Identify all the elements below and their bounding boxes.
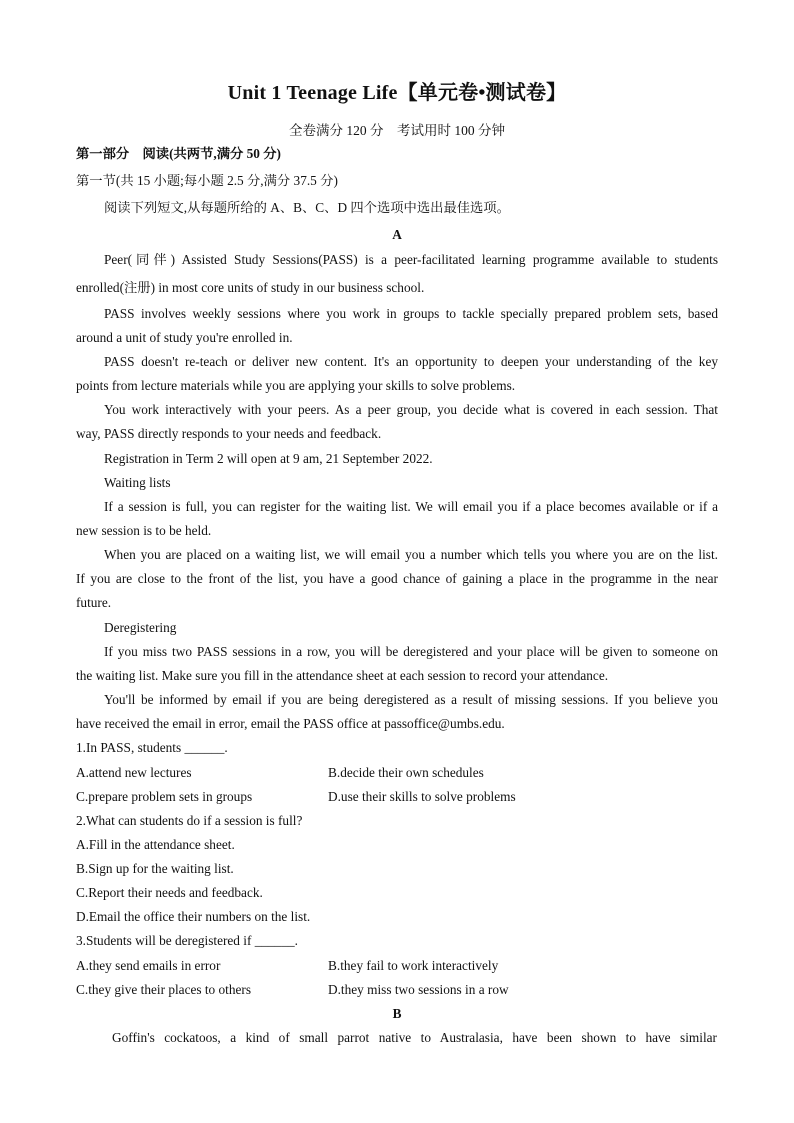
option-c: C.Report their needs and feedback. xyxy=(76,885,263,900)
option-b: B.decide their own schedules xyxy=(328,765,484,780)
passage-a-line: When you are placed on a waiting list, we will email you a number which tells you where you are on the list. xyxy=(104,547,718,562)
passage-a-line: If a session is full, you can register for the waiting list. We will email you if a place becomes available or if a xyxy=(104,499,718,514)
passage-a-line: You work interactively with your peers. As a peer group, you decide what is covered in each session. That xyxy=(104,402,718,417)
exam-info: 全卷满分 120 分 考试用时 100 分钟 xyxy=(289,123,505,138)
option-a: A.attend new lectures xyxy=(76,765,192,780)
option-d: D.Email the office their numbers on the list. xyxy=(76,909,311,924)
passage-a-line: future. xyxy=(76,595,112,610)
option-b: B.Sign up for the waiting list. xyxy=(76,861,234,876)
passage-a-line: points from lecture materials while you are applying your skills to solve problems. xyxy=(76,378,516,393)
question-stem: 2.What can students do if a session is full? xyxy=(76,813,303,828)
passage-a-line: enrolled(注册) in most core units of study in our business school. xyxy=(76,280,425,295)
passage-b-line: Goffin's cockatoos, a kind of small parrot native to Australasia, have been shown to have similar xyxy=(112,1030,717,1045)
section-heading: 第一节(共 15 小题;每小题 2.5 分,满分 37.5 分) xyxy=(76,173,338,188)
passage-a-label: A xyxy=(392,227,402,242)
passage-a-line: If you are close to the front of the list, you have a good chance of gaining a place in the programme in the near xyxy=(76,571,718,586)
page-title: Unit 1 Teenage Life【单元卷•测试卷】 xyxy=(227,82,567,104)
part-heading: 第一部分 阅读(共两节,满分 50 分) xyxy=(76,146,281,161)
option-b: B.they fail to work interactively xyxy=(328,958,499,973)
passage-a-line: PASS doesn't re-teach or deliver new content. It's an opportunity to deepen your understanding of the key xyxy=(104,354,718,369)
subheading-waiting-lists: Waiting lists xyxy=(104,475,171,490)
passage-a-line: around a unit of study you're enrolled in. xyxy=(76,330,293,345)
passage-a-line: new session is to be held. xyxy=(76,523,212,538)
option-a: A.Fill in the attendance sheet. xyxy=(76,837,235,852)
question-stem: 1.In PASS, students ______. xyxy=(76,740,228,755)
option-c: C.prepare problem sets in groups xyxy=(76,789,253,804)
option-d: D.use their skills to solve problems xyxy=(328,789,516,804)
passage-a-line: way, PASS directly responds to your needs and feedback. xyxy=(76,426,382,441)
question-stem: 3.Students will be deregistered if ______. xyxy=(76,933,298,948)
instruction: 阅读下列短文,从每题所给的 A、B、C、D 四个选项中选出最佳选项。 xyxy=(104,200,510,215)
passage-a-line: PASS involves weekly sessions where you work in groups to tackle specially prepared problem sets, based xyxy=(104,306,718,321)
passage-a-line: the waiting list. Make sure you fill in the attendance sheet at each session to record your attendance. xyxy=(76,668,609,683)
passage-a-line: If you miss two PASS sessions in a row, you will be deregistered and your place will be given to someone on xyxy=(104,644,718,659)
passage-a-line: have received the email in error, email the PASS office at passoffice@umbs.edu. xyxy=(76,716,505,731)
option-c: C.they give their places to others xyxy=(76,982,252,997)
passage-a-line: Peer(同伴) Assisted Study Sessions(PASS) is a peer-facilitated learning programme available to students xyxy=(104,252,718,267)
option-d: D.they miss two sessions in a row xyxy=(328,982,509,997)
passage-b-label: B xyxy=(392,1006,402,1021)
passage-a-line: You'll be informed by email if you are being deregistered as a result of missing sessions. If you believe you xyxy=(104,692,718,707)
subheading-deregistering: Deregistering xyxy=(104,620,177,635)
passage-a-line: Registration in Term 2 will open at 9 am, 21 September 2022. xyxy=(104,451,433,466)
option-a: A.they send emails in error xyxy=(76,958,221,973)
